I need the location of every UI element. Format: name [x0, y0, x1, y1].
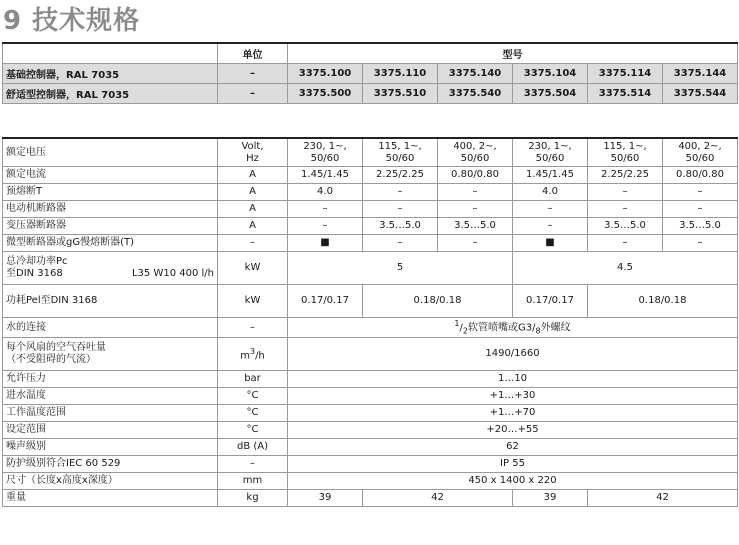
table-row	[3, 285, 738, 318]
header-blank	[3, 43, 218, 64]
cell-line: 50/60	[610, 152, 640, 164]
label-line: 每个风扇的空气吞吐量	[6, 342, 106, 354]
row-unit: kW	[218, 285, 288, 318]
model-number: 3375.514	[588, 84, 663, 104]
row-label: 设定范围	[3, 422, 218, 439]
cell: –	[513, 201, 588, 218]
cell: –	[288, 218, 363, 235]
row-label: 进水温度	[3, 388, 218, 405]
cell: 3.5…5.0	[438, 218, 513, 235]
row-unit: kW	[218, 252, 288, 285]
table-row	[3, 252, 738, 285]
cell: –	[438, 235, 513, 252]
row-unit: –	[218, 235, 288, 252]
row-label: 电动机断路器	[3, 201, 218, 218]
row-label	[3, 252, 218, 285]
cell	[588, 138, 663, 167]
cell: 1490/1660	[288, 338, 738, 371]
table-row	[3, 201, 738, 218]
row-label: 允许压力	[3, 371, 218, 388]
unit-header: 单位	[218, 43, 288, 64]
filled-square-icon: ■	[513, 235, 588, 252]
cell: 0.80/0.80	[663, 167, 738, 184]
model-number: 3375.544	[663, 84, 738, 104]
unit-line: Volt,	[241, 140, 264, 152]
cell: –	[438, 201, 513, 218]
row-unit: –	[218, 64, 288, 84]
cell: 62	[288, 439, 738, 456]
cell: 5	[288, 252, 513, 285]
table-row	[3, 371, 738, 388]
cell: 42	[588, 490, 738, 507]
cell: 4.0	[513, 184, 588, 201]
cell-line: 50/60	[460, 152, 490, 164]
model-number: 3375.114	[588, 64, 663, 84]
row-label: 工作温度范围	[3, 405, 218, 422]
cell: IP 55	[288, 456, 738, 473]
cell: 2.25/2.25	[363, 167, 438, 184]
cell: $^1/_2$软管喷嘴或$G3/_8$外螺纹	[288, 318, 738, 338]
label-line: （不受阻碍的气流）	[6, 354, 96, 366]
cell: –	[588, 201, 663, 218]
unit-superscript: 3	[249, 347, 256, 357]
cell: 1.45/1.45	[288, 167, 363, 184]
table-row	[3, 318, 738, 338]
cell-line: 115, 1~,	[603, 140, 647, 152]
row-label: 变压器断路器	[3, 218, 218, 235]
cell: 4.5	[513, 252, 738, 285]
table-row	[3, 235, 738, 252]
model-number: 3375.504	[513, 84, 588, 104]
row-label	[3, 338, 218, 371]
cell: 1.45/1.45	[513, 167, 588, 184]
row-unit: –	[218, 84, 288, 104]
cell-text: x 1400 x 220	[490, 475, 557, 487]
cell: +1…+70	[288, 405, 738, 422]
cell: –	[663, 184, 738, 201]
row-label: 额定电流	[3, 167, 218, 184]
table-row	[3, 64, 738, 84]
section-title: 9 技术规格	[3, 6, 141, 36]
row-unit: dB (A)	[218, 439, 288, 456]
cell-line: 50/60	[685, 152, 715, 164]
row-unit: bar	[218, 371, 288, 388]
cell: –	[588, 184, 663, 201]
row-label: 噪声级别	[3, 439, 218, 456]
cell	[513, 138, 588, 167]
row-label: 舒适型控制器，RAL 7035	[3, 84, 218, 104]
cell: 3.5…5.0	[588, 218, 663, 235]
fraction-num: 1	[454, 319, 460, 328]
cell	[663, 138, 738, 167]
spec-table	[2, 137, 738, 507]
cell: –	[288, 201, 363, 218]
cell: 42	[363, 490, 513, 507]
fraction-den: 2	[462, 326, 468, 336]
cell: 0.80/0.80	[438, 167, 513, 184]
table-row	[3, 218, 738, 235]
row-unit	[218, 338, 288, 371]
row-label: 微型断路器或gG慢熔断器(T)	[3, 235, 218, 252]
row-unit: A	[218, 167, 288, 184]
row-label: 尺寸（长度x高度x深度）	[3, 473, 218, 490]
cell	[288, 138, 363, 167]
table-row	[3, 439, 738, 456]
cell: 0.18/0.18	[363, 285, 513, 318]
table-row	[3, 490, 738, 507]
row-unit: °C	[218, 405, 288, 422]
table-row	[3, 473, 738, 490]
cell: 0.17/0.17	[513, 285, 588, 318]
cell: 39	[513, 490, 588, 507]
model-number: 3375.144	[663, 64, 738, 84]
unit-part: m	[240, 350, 250, 362]
row-label: 预熔断T	[3, 184, 218, 201]
cell	[363, 138, 438, 167]
table-row	[3, 388, 738, 405]
cell-line: 50/60	[385, 152, 415, 164]
cell: 3.5…5.0	[663, 218, 738, 235]
cell	[288, 473, 738, 490]
cell: 2.25/2.25	[588, 167, 663, 184]
row-unit: A	[218, 218, 288, 235]
cell-line: 115, 1~,	[378, 140, 422, 152]
row-label: 额定电压	[3, 138, 218, 167]
row-label: 防护级别符合IEC 60 529	[3, 456, 218, 473]
cell: –	[363, 235, 438, 252]
row-unit: A	[218, 184, 288, 201]
cell-line: 400, 2~,	[453, 140, 497, 152]
row-unit: A	[218, 201, 288, 218]
cell: 1…10	[288, 371, 738, 388]
cell: –	[513, 218, 588, 235]
cell: –	[438, 184, 513, 201]
table-row	[3, 422, 738, 439]
table-row	[3, 184, 738, 201]
cell-text: 软管喷嘴或G3	[467, 322, 533, 334]
row-unit: °C	[218, 422, 288, 439]
cell: +1…+30	[288, 388, 738, 405]
row-label: 重量	[3, 490, 218, 507]
row-unit: –	[218, 318, 288, 338]
cell: –	[588, 235, 663, 252]
cell: –	[363, 184, 438, 201]
cell-text: 450	[468, 475, 488, 487]
label-line: 至DIN 3168	[6, 268, 63, 279]
row-unit: –	[218, 456, 288, 473]
model-number: 3375.500	[288, 84, 363, 104]
table-row	[3, 84, 738, 104]
model-header-table	[2, 42, 738, 104]
cell-line: 50/60	[310, 152, 340, 164]
cell: 39	[288, 490, 363, 507]
cell-text: 外螺纹	[540, 322, 571, 334]
model-header: 型号	[288, 43, 738, 64]
model-number: 3375.540	[438, 84, 513, 104]
model-number: 3375.104	[513, 64, 588, 84]
row-label: 功耗Pel至DIN 3168	[3, 285, 218, 318]
model-number: 3375.100	[288, 64, 363, 84]
cell: –	[663, 235, 738, 252]
row-unit: °C	[218, 388, 288, 405]
cell: 0.17/0.17	[288, 285, 363, 318]
table-row	[3, 456, 738, 473]
cell-line: 50/60	[535, 152, 565, 164]
table-row	[3, 405, 738, 422]
cell-line: 230, 1~,	[303, 140, 347, 152]
label-line: 总冷却功率Pc	[6, 256, 68, 267]
cell	[438, 138, 513, 167]
label-condition: L35 W10 400 l/h	[131, 268, 214, 279]
cell: 3.5…5.0	[363, 218, 438, 235]
table-row	[3, 338, 738, 371]
row-unit	[218, 138, 288, 167]
unit-part: /h	[255, 350, 265, 362]
cell: –	[663, 201, 738, 218]
table-row	[3, 138, 738, 167]
cell: –	[363, 201, 438, 218]
cell-line: 400, 2~,	[678, 140, 722, 152]
model-number: 3375.510	[363, 84, 438, 104]
row-unit: kg	[218, 490, 288, 507]
unit-line: Hz	[246, 152, 259, 164]
cell: 4.0	[288, 184, 363, 201]
model-number: 3375.110	[363, 64, 438, 84]
cell: 0.18/0.18	[588, 285, 738, 318]
row-unit: mm	[218, 473, 288, 490]
table-row	[3, 167, 738, 184]
cell-line: 230, 1~,	[528, 140, 572, 152]
cell: +20…+55	[288, 422, 738, 439]
fraction-den: 8	[535, 326, 541, 336]
row-label: 水的连接	[3, 318, 218, 338]
row-label: 基础控制器，RAL 7035	[3, 64, 218, 84]
filled-square-icon: ■	[288, 235, 363, 252]
model-number: 3375.140	[438, 64, 513, 84]
